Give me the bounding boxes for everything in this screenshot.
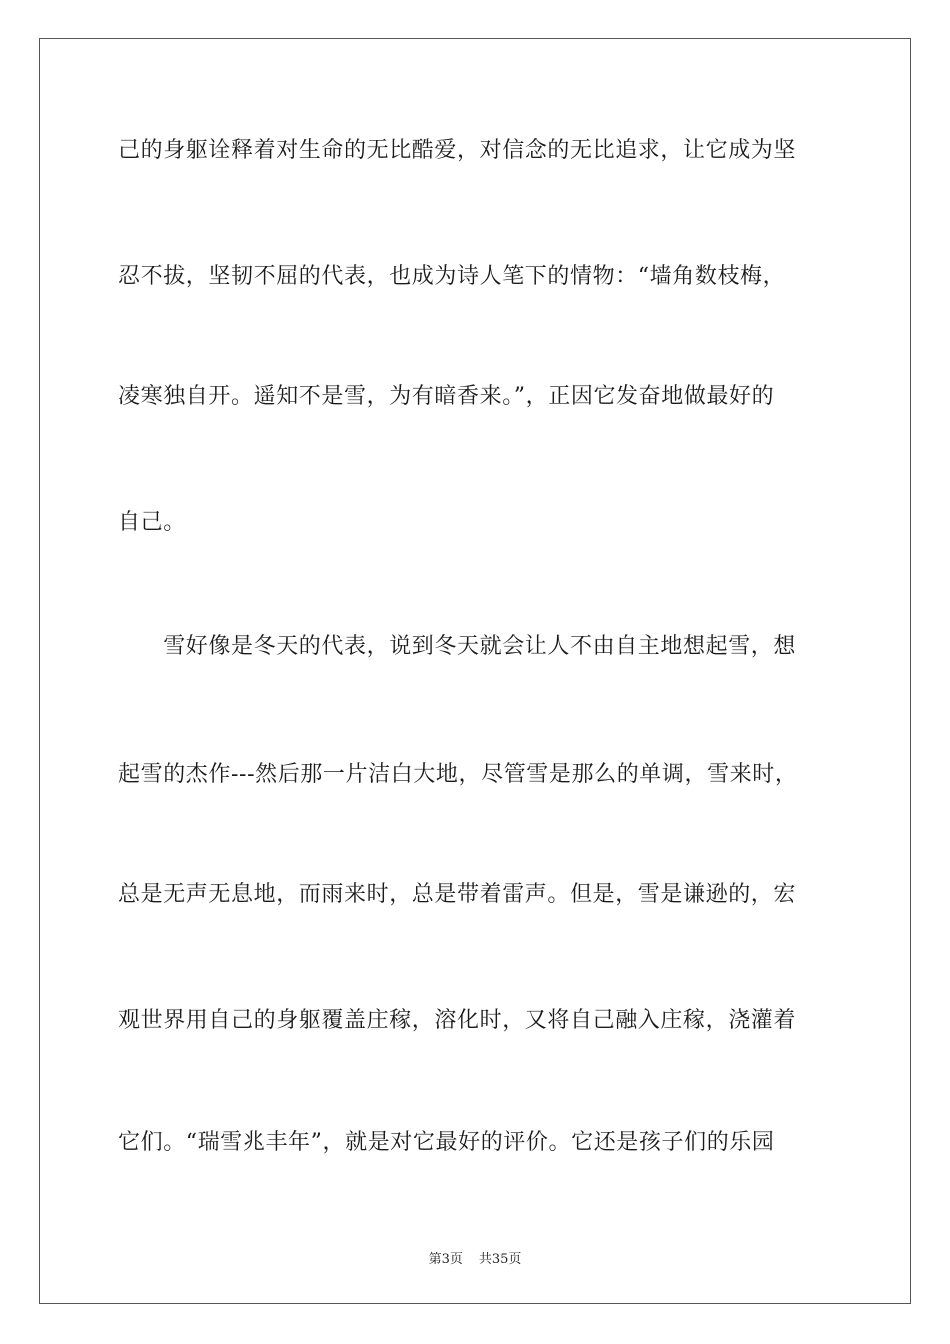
text-line: 己的身躯诠释着对生命的无比酷爱，对信念的无比追求，让它成为坚 [118, 138, 797, 163]
text-line: 起雪的杰作---然后那一片洁白大地，尽管雪是那么的单调，雪来时， [118, 762, 798, 787]
text-line: 它们。“瑞雪兆丰年”，就是对它最好的评价。它还是孩子们的乐园 [118, 1130, 775, 1155]
text-line: 总是无声无息地，而雨来时，总是带着雷声。但是，雪是谦逊的，宏 [118, 882, 797, 907]
page-number: 第3页 [428, 1252, 463, 1267]
text-line: 自己。 [118, 510, 186, 535]
page-border [39, 38, 911, 1304]
text-line: 凌寒独自开。遥知不是雪，为有暗香来。”，正因它发奋地做最好的 [118, 384, 775, 409]
page-footer [0, 1248, 950, 1267]
text-line: 忍不拔，坚韧不屈的代表，也成为诗人笔下的情物：“墙角数枝梅， [118, 264, 786, 289]
text-line: 观世界用自己的身躯覆盖庄稼，溶化时，又将自己融入庄稼，浇灌着 [118, 1008, 797, 1033]
paragraph-first-line: 雪好像是冬天的代表，说到冬天就会让人不由自主地想起雪，想 [118, 634, 797, 659]
page-total: 共35页 [478, 1252, 522, 1267]
